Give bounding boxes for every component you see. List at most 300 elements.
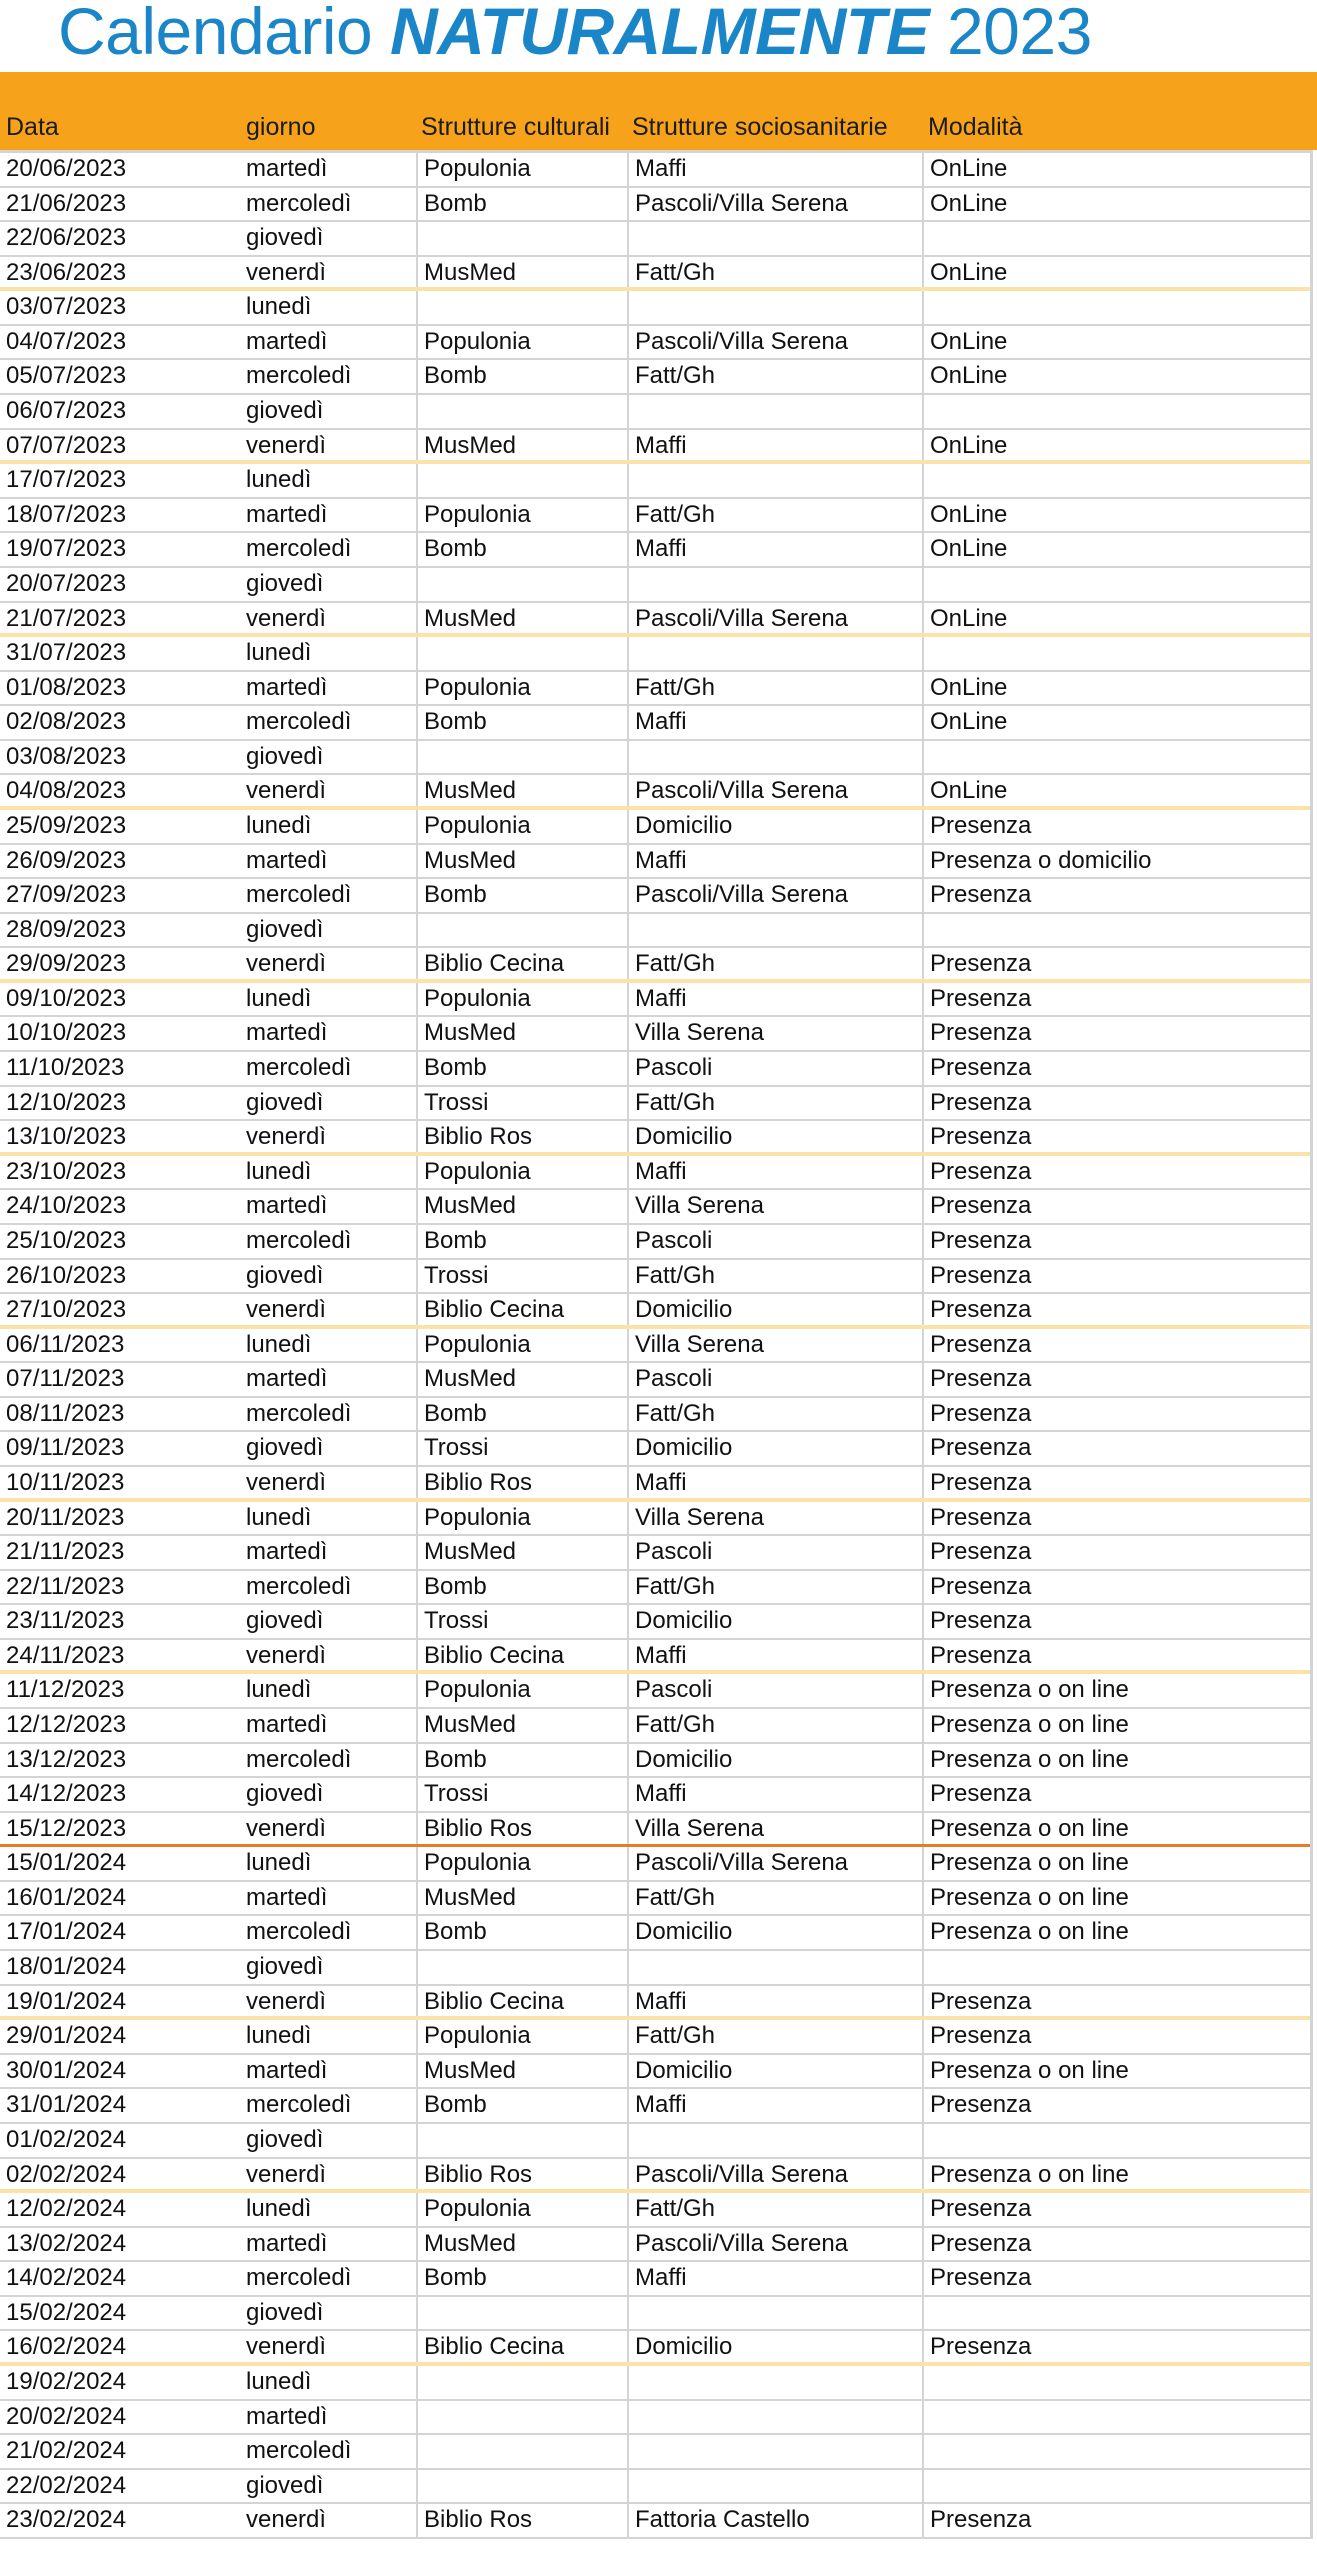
- cultural-site-cell: [416, 291, 627, 324]
- mode-cell: Presenza: [922, 2020, 1317, 2053]
- cultural-site-cell: [416, 741, 627, 774]
- cultural-site-cell: MusMed: [416, 1363, 627, 1396]
- cultural-site-cell: Bomb: [416, 2262, 627, 2295]
- care-facility-cell: [627, 2435, 922, 2468]
- care-facility-cell: Pascoli/Villa Serena: [627, 879, 922, 912]
- day-cell: martedì: [246, 1883, 328, 1911]
- cultural-site-cell: MusMed: [416, 775, 627, 806]
- cultural-site-cell: [416, 914, 627, 947]
- date-cell: 12/02/2024: [6, 2195, 127, 2223]
- care-facility-cell: Fatt/Gh: [627, 1260, 922, 1293]
- date-cell: 03/07/2023: [6, 293, 127, 321]
- care-facility-cell: Pascoli: [627, 1536, 922, 1569]
- mode-cell: Presenza o on line: [922, 1813, 1317, 1845]
- day-cell: mercoledì: [246, 2437, 352, 2465]
- care-facility-cell: Fatt/Gh: [627, 2193, 922, 2226]
- cultural-site-cell: Biblio Cecina: [416, 2331, 627, 2362]
- date-cell: 01/08/2023: [6, 673, 127, 701]
- mode-cell: [922, 464, 1317, 497]
- care-facility-cell: Fatt/Gh: [627, 2020, 922, 2053]
- care-facility-cell: Villa Serena: [627, 1329, 922, 1362]
- mode-cell: Presenza: [922, 1536, 1317, 1569]
- cultural-site-cell: Bomb: [416, 1916, 627, 1949]
- table-row: [0, 499, 1310, 534]
- care-facility-cell: [627, 395, 922, 428]
- table-row: [0, 1813, 1310, 1848]
- table-row: [0, 1017, 1310, 1052]
- cultural-site-cell: Bomb: [416, 533, 627, 566]
- date-cell: 04/07/2023: [6, 327, 127, 355]
- mode-cell: [922, 2366, 1317, 2399]
- mode-cell: [922, 637, 1317, 670]
- day-cell: mercoledì: [246, 881, 352, 909]
- table-row: [0, 1294, 1310, 1329]
- day-cell: martedì: [246, 1192, 328, 1220]
- day-cell: martedì: [246, 500, 328, 528]
- table-row: [0, 1709, 1310, 1744]
- day-cell: venerdì: [246, 777, 327, 805]
- care-facility-cell: Fatt/Gh: [627, 499, 922, 532]
- mode-cell: OnLine: [922, 499, 1317, 532]
- day-cell: lunedì: [246, 466, 312, 494]
- cultural-site-cell: [416, 568, 627, 601]
- mode-cell: [922, 2297, 1317, 2330]
- mode-cell: [922, 2470, 1317, 2503]
- table-row: [0, 1467, 1310, 1502]
- cultural-site-cell: MusMed: [416, 2055, 627, 2088]
- cultural-site-cell: Bomb: [416, 1225, 627, 1258]
- cultural-site-cell: Bomb: [416, 360, 627, 393]
- day-cell: mercoledì: [246, 2264, 352, 2292]
- cultural-site-cell: MusMed: [416, 2228, 627, 2261]
- care-facility-cell: Fatt/Gh: [627, 360, 922, 393]
- table-row: [0, 1951, 1310, 1986]
- cultural-site-cell: [416, 637, 627, 670]
- calendar-table-body: [0, 150, 1313, 2539]
- mode-cell: Presenza o on line: [922, 1744, 1317, 1777]
- day-cell: venerdì: [246, 2506, 327, 2534]
- date-cell: 18/07/2023: [6, 500, 127, 528]
- table-row: [0, 2124, 1310, 2159]
- cultural-site-cell: Populonia: [416, 326, 627, 359]
- day-cell: martedì: [246, 673, 328, 701]
- date-cell: 20/07/2023: [6, 569, 127, 597]
- mode-cell: Presenza: [922, 810, 1317, 843]
- mode-cell: Presenza: [922, 1190, 1317, 1223]
- cultural-site-cell: Biblio Ros: [416, 2159, 627, 2190]
- date-cell: 10/10/2023: [6, 1019, 127, 1047]
- table-row: [0, 188, 1310, 223]
- date-cell: 17/01/2024: [6, 1918, 127, 1946]
- table-row: [0, 2435, 1310, 2470]
- cultural-site-cell: Bomb: [416, 879, 627, 912]
- mode-cell: Presenza: [922, 1986, 1317, 2017]
- day-cell: giovedì: [246, 2125, 324, 2153]
- care-facility-cell: [627, 2366, 922, 2399]
- cultural-site-cell: [416, 395, 627, 428]
- care-facility-cell: Villa Serena: [627, 1813, 922, 1845]
- title-year: 2023: [929, 0, 1092, 68]
- table-row: [0, 1190, 1310, 1225]
- day-cell: venerdì: [246, 431, 327, 459]
- cultural-site-cell: [416, 2401, 627, 2434]
- day-cell: giovedì: [246, 2471, 324, 2499]
- care-facility-cell: Fatt/Gh: [627, 1087, 922, 1120]
- table-row: [0, 2366, 1310, 2401]
- day-cell: mercoledì: [246, 1054, 352, 1082]
- mode-cell: Presenza o on line: [922, 1709, 1317, 1742]
- table-row: [0, 2297, 1310, 2332]
- cultural-site-cell: Populonia: [416, 1847, 627, 1880]
- mode-cell: Presenza: [922, 1778, 1317, 1811]
- day-cell: venerdì: [246, 2160, 327, 2188]
- care-facility-cell: Maffi: [627, 706, 922, 739]
- cultural-site-cell: Populonia: [416, 2020, 627, 2053]
- table-row: [0, 1674, 1310, 1709]
- date-cell: 31/01/2024: [6, 2091, 127, 2119]
- date-cell: 22/02/2024: [6, 2471, 127, 2499]
- date-cell: 07/11/2023: [6, 1365, 125, 1393]
- header-modalita: Modalità: [928, 113, 1023, 141]
- cultural-site-cell: [416, 222, 627, 255]
- mode-cell: [922, 222, 1317, 255]
- day-cell: giovedì: [246, 1434, 324, 1462]
- care-facility-cell: Maffi: [627, 845, 922, 878]
- table-row: [0, 2055, 1310, 2090]
- date-cell: 28/09/2023: [6, 915, 127, 943]
- day-cell: lunedì: [246, 1330, 312, 1358]
- header-data: Data: [6, 113, 59, 141]
- care-facility-cell: Pascoli: [627, 1674, 922, 1707]
- care-facility-cell: Pascoli: [627, 1052, 922, 1085]
- table-row: [0, 2470, 1310, 2505]
- mode-cell: Presenza: [922, 1432, 1317, 1465]
- cultural-site-cell: Biblio Cecina: [416, 1986, 627, 2017]
- care-facility-cell: Pascoli: [627, 1225, 922, 1258]
- mode-cell: [922, 395, 1317, 428]
- date-cell: 11/10/2023: [6, 1054, 125, 1082]
- table-row: [0, 1363, 1310, 1398]
- day-cell: lunedì: [246, 2195, 312, 2223]
- date-cell: 06/07/2023: [6, 397, 127, 425]
- care-facility-cell: Domicilio: [627, 1121, 922, 1152]
- day-cell: mercoledì: [246, 2091, 352, 2119]
- date-cell: 19/07/2023: [6, 535, 127, 563]
- header-strutture-sociosanitarie: Strutture sociosanitarie: [632, 113, 888, 141]
- mode-cell: Presenza: [922, 2262, 1317, 2295]
- day-cell: lunedì: [246, 2022, 312, 2050]
- day-cell: mercoledì: [246, 1745, 352, 1773]
- date-cell: 09/10/2023: [6, 984, 127, 1012]
- table-row: [0, 153, 1310, 188]
- mode-cell: Presenza o on line: [922, 1916, 1317, 1949]
- care-facility-cell: Maffi: [627, 1986, 922, 2017]
- cultural-site-cell: Trossi: [416, 1260, 627, 1293]
- day-cell: giovedì: [246, 397, 324, 425]
- table-row: [0, 775, 1310, 810]
- table-row: [0, 1916, 1310, 1951]
- mode-cell: OnLine: [922, 672, 1317, 705]
- table-row: [0, 1432, 1310, 1467]
- care-facility-cell: [627, 2401, 922, 2434]
- day-cell: martedì: [246, 1711, 328, 1739]
- care-facility-cell: Villa Serena: [627, 1502, 922, 1535]
- date-cell: 13/02/2024: [6, 2229, 127, 2257]
- title-brand: NATURALMENTE: [390, 0, 930, 68]
- date-cell: 17/07/2023: [6, 466, 127, 494]
- care-facility-cell: Maffi: [627, 153, 922, 186]
- date-cell: 14/12/2023: [6, 1780, 127, 1808]
- table-row: [0, 2159, 1310, 2194]
- date-cell: 14/02/2024: [6, 2264, 127, 2292]
- mode-cell: OnLine: [922, 775, 1317, 806]
- date-cell: 02/02/2024: [6, 2160, 127, 2188]
- cultural-site-cell: Bomb: [416, 2089, 627, 2122]
- cultural-site-cell: Biblio Ros: [416, 1813, 627, 1845]
- cultural-site-cell: MusMed: [416, 603, 627, 634]
- day-cell: martedì: [246, 846, 328, 874]
- cultural-site-cell: [416, 2366, 627, 2399]
- care-facility-cell: Maffi: [627, 2089, 922, 2122]
- table-row: [0, 2262, 1310, 2297]
- table-row: [0, 360, 1310, 395]
- date-cell: 23/06/2023: [6, 258, 127, 286]
- care-facility-cell: Pascoli/Villa Serena: [627, 1847, 922, 1880]
- day-cell: mercoledì: [246, 1399, 352, 1427]
- mode-cell: Presenza o on line: [922, 1882, 1317, 1915]
- day-cell: lunedì: [246, 1503, 312, 1531]
- mode-cell: Presenza: [922, 2089, 1317, 2122]
- care-facility-cell: Fattoria Castello: [627, 2504, 922, 2537]
- cultural-site-cell: [416, 2435, 627, 2468]
- cultural-site-cell: [416, 2470, 627, 2503]
- cultural-site-cell: Trossi: [416, 1087, 627, 1120]
- day-cell: venerdì: [246, 1814, 327, 1842]
- care-facility-cell: Fatt/Gh: [627, 672, 922, 705]
- mode-cell: Presenza: [922, 1260, 1317, 1293]
- mode-cell: Presenza o on line: [922, 2159, 1317, 2190]
- care-facility-cell: Maffi: [627, 533, 922, 566]
- day-cell: venerdì: [246, 1987, 327, 2015]
- date-cell: 23/10/2023: [6, 1157, 127, 1185]
- table-row: [0, 2331, 1310, 2366]
- mode-cell: Presenza: [922, 1329, 1317, 1362]
- cultural-site-cell: Populonia: [416, 810, 627, 843]
- care-facility-cell: Domicilio: [627, 1916, 922, 1949]
- cultural-site-cell: Bomb: [416, 1744, 627, 1777]
- cultural-site-cell: Biblio Cecina: [416, 1640, 627, 1671]
- table-row: [0, 2089, 1310, 2124]
- mode-cell: Presenza: [922, 1640, 1317, 1671]
- cultural-site-cell: Bomb: [416, 1398, 627, 1431]
- cultural-site-cell: MusMed: [416, 845, 627, 878]
- cultural-site-cell: Populonia: [416, 1674, 627, 1707]
- cultural-site-cell: Bomb: [416, 1571, 627, 1604]
- table-row: [0, 2193, 1310, 2228]
- cultural-site-cell: Bomb: [416, 1052, 627, 1085]
- care-facility-cell: Maffi: [627, 1467, 922, 1498]
- table-row: [0, 1847, 1310, 1882]
- mode-cell: OnLine: [922, 603, 1317, 634]
- mode-cell: Presenza o on line: [922, 1674, 1317, 1707]
- mode-cell: Presenza: [922, 2193, 1317, 2226]
- table-row: [0, 464, 1310, 499]
- page-title: [0, 0, 1317, 66]
- table-row: [0, 637, 1310, 672]
- date-cell: 27/09/2023: [6, 881, 127, 909]
- mode-cell: [922, 291, 1317, 324]
- date-cell: 24/10/2023: [6, 1192, 127, 1220]
- header-giorno: giorno: [246, 113, 316, 141]
- day-cell: giovedì: [246, 1261, 324, 1289]
- table-row: [0, 568, 1310, 603]
- mode-cell: [922, 1951, 1317, 1984]
- mode-cell: OnLine: [922, 430, 1317, 461]
- care-facility-cell: [627, 1951, 922, 1984]
- cultural-site-cell: Biblio Cecina: [416, 948, 627, 979]
- table-row: [0, 845, 1310, 880]
- day-cell: martedì: [246, 2402, 328, 2430]
- date-cell: 31/07/2023: [6, 639, 127, 667]
- date-cell: 21/02/2024: [6, 2437, 127, 2465]
- care-facility-cell: Domicilio: [627, 1744, 922, 1777]
- day-cell: mercoledì: [246, 708, 352, 736]
- day-cell: giovedì: [246, 742, 324, 770]
- cultural-site-cell: [416, 2297, 627, 2330]
- cultural-site-cell: Populonia: [416, 499, 627, 532]
- date-cell: 24/11/2023: [6, 1641, 125, 1669]
- mode-cell: [922, 2124, 1317, 2157]
- cultural-site-cell: Populonia: [416, 153, 627, 186]
- mode-cell: Presenza: [922, 1502, 1317, 1535]
- care-facility-cell: Villa Serena: [627, 1017, 922, 1050]
- day-cell: martedì: [246, 155, 328, 182]
- date-cell: 21/06/2023: [6, 189, 127, 217]
- day-cell: giovedì: [246, 2298, 324, 2326]
- date-cell: 02/08/2023: [6, 708, 127, 736]
- table-row: [0, 326, 1310, 361]
- care-facility-cell: Fatt/Gh: [627, 948, 922, 979]
- date-cell: 13/12/2023: [6, 1745, 127, 1773]
- care-facility-cell: Pascoli/Villa Serena: [627, 775, 922, 806]
- mode-cell: OnLine: [922, 188, 1317, 221]
- day-cell: giovedì: [246, 1607, 324, 1635]
- care-facility-cell: Pascoli/Villa Serena: [627, 326, 922, 359]
- cultural-site-cell: Biblio Ros: [416, 1121, 627, 1152]
- date-cell: 21/11/2023: [6, 1538, 125, 1566]
- date-cell: 12/10/2023: [6, 1088, 127, 1116]
- day-cell: martedì: [246, 2056, 328, 2084]
- day-cell: martedì: [246, 327, 328, 355]
- day-cell: venerdì: [246, 950, 327, 978]
- care-facility-cell: Maffi: [627, 983, 922, 1016]
- cultural-site-cell: Populonia: [416, 2193, 627, 2226]
- table-row: [0, 983, 1310, 1018]
- date-cell: 26/09/2023: [6, 846, 127, 874]
- day-cell: lunedì: [246, 1849, 312, 1877]
- mode-cell: Presenza o on line: [922, 2055, 1317, 2088]
- cultural-site-cell: Populonia: [416, 1329, 627, 1362]
- date-cell: 05/07/2023: [6, 362, 127, 390]
- day-cell: giovedì: [246, 915, 324, 943]
- day-cell: mercoledì: [246, 535, 352, 563]
- date-cell: 12/12/2023: [6, 1711, 127, 1739]
- mode-cell: Presenza: [922, 879, 1317, 912]
- mode-cell: [922, 914, 1317, 947]
- day-cell: mercoledì: [246, 1572, 352, 1600]
- care-facility-cell: Domicilio: [627, 1294, 922, 1325]
- mode-cell: Presenza: [922, 1121, 1317, 1152]
- table-row: [0, 1398, 1310, 1433]
- care-facility-cell: Pascoli/Villa Serena: [627, 2228, 922, 2261]
- care-facility-cell: Domicilio: [627, 810, 922, 843]
- table-row: [0, 603, 1310, 638]
- table-row: [0, 533, 1310, 568]
- cultural-site-cell: Trossi: [416, 1605, 627, 1638]
- header-strutture-culturali: Strutture culturali: [421, 113, 610, 141]
- cultural-site-cell: [416, 464, 627, 497]
- table-row: [0, 810, 1310, 845]
- date-cell: 29/09/2023: [6, 950, 127, 978]
- mode-cell: [922, 2435, 1317, 2468]
- cultural-site-cell: Populonia: [416, 1502, 627, 1535]
- day-cell: venerdì: [246, 1123, 327, 1151]
- date-cell: 04/08/2023: [6, 777, 127, 805]
- date-cell: 19/02/2024: [6, 2368, 127, 2395]
- care-facility-cell: [627, 741, 922, 774]
- care-facility-cell: Domicilio: [627, 2055, 922, 2088]
- mode-cell: Presenza: [922, 1571, 1317, 1604]
- care-facility-cell: Pascoli: [627, 1363, 922, 1396]
- table-row: [0, 2020, 1310, 2055]
- cultural-site-cell: MusMed: [416, 1882, 627, 1915]
- date-cell: 20/06/2023: [6, 155, 127, 182]
- mode-cell: Presenza: [922, 948, 1317, 979]
- care-facility-cell: Domicilio: [627, 1432, 922, 1465]
- table-row: [0, 395, 1310, 430]
- date-cell: 22/06/2023: [6, 224, 127, 252]
- day-cell: lunedì: [246, 2368, 312, 2395]
- table-row: [0, 257, 1310, 292]
- table-row: [0, 2401, 1310, 2436]
- table-row: [0, 1156, 1310, 1191]
- mode-cell: Presenza: [922, 1087, 1317, 1120]
- care-facility-cell: [627, 637, 922, 670]
- care-facility-cell: [627, 914, 922, 947]
- date-cell: 16/01/2024: [6, 1883, 127, 1911]
- date-cell: 03/08/2023: [6, 742, 127, 770]
- care-facility-cell: Villa Serena: [627, 1190, 922, 1223]
- cultural-site-cell: Populonia: [416, 672, 627, 705]
- day-cell: giovedì: [246, 1780, 324, 1808]
- day-cell: venerdì: [246, 2333, 327, 2361]
- mode-cell: Presenza: [922, 1398, 1317, 1431]
- mode-cell: Presenza o domicilio: [922, 845, 1317, 878]
- date-cell: 10/11/2023: [6, 1468, 125, 1496]
- table-row: [0, 741, 1310, 776]
- care-facility-cell: Domicilio: [627, 2331, 922, 2362]
- day-cell: mercoledì: [246, 189, 352, 217]
- title-prefix: Calendario: [58, 0, 391, 68]
- day-cell: venerdì: [246, 1296, 327, 1324]
- day-cell: giovedì: [246, 569, 324, 597]
- cultural-site-cell: Bomb: [416, 706, 627, 739]
- mode-cell: OnLine: [922, 360, 1317, 393]
- day-cell: martedì: [246, 1365, 328, 1393]
- table-row: [0, 1329, 1310, 1364]
- care-facility-cell: [627, 2297, 922, 2330]
- cultural-site-cell: MusMed: [416, 257, 627, 288]
